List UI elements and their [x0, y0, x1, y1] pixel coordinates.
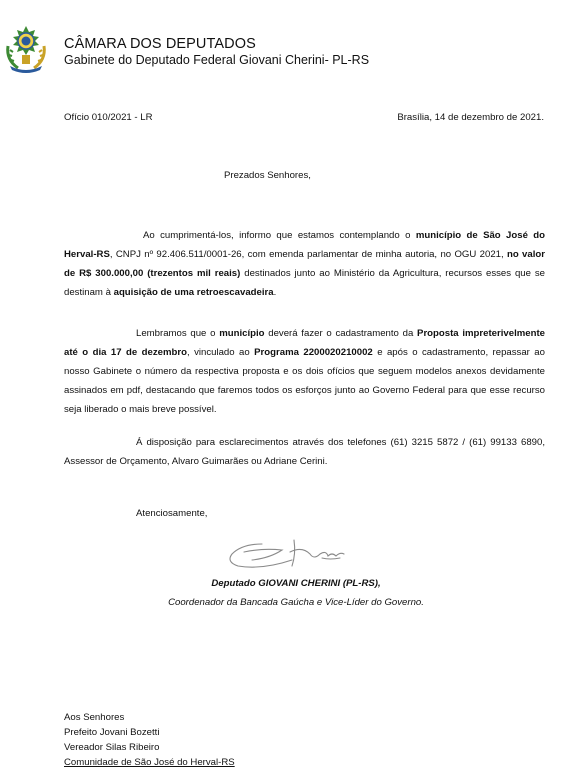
- greeting: Prezados Senhores,: [224, 170, 311, 181]
- signer-role: Coordenador da Bancada Gaúcha e Vice-Líder do Governo.: [168, 597, 424, 608]
- signer-name: Deputado GIOVANI CHERINI (PL-RS),: [211, 578, 381, 589]
- place-date: Brasília, 14 de dezembro de 2021.: [397, 112, 544, 123]
- paragraph-1: Ao cumprimentá-los, informo que estamos contemplando o município de São José do Herval-RS, CNPJ nº 92.406.511/0001-26, com emenda parlamentar de minha autoria, no OGU 2021, no valor de R$ 300.000,00 (trezentos mil reais) destinados junto ao Ministério da Agricultura, recursos esses que se destinam à aquisição de uma retroescavadeira.: [64, 230, 546, 298]
- office-subtitle: Gabinete do Deputado Federal Giovani Cherini- PL-RS: [64, 53, 370, 67]
- signer-block: [158, 574, 434, 612]
- handwritten-signature: [222, 530, 354, 580]
- paragraph-2: Lembramos que o município deverá fazer o cadastramento da Proposta impreterivelmente até o dia 17 de dezembro, vinculado ao Programa 2200020210002 e após o cadastramento, repassar ao nosso Gabinete o número da respectiva proposta e os dois ofícios que seguem modelos anexos devidamente assinados em pdf, destacando que faremos todos os esforços junto ao Governo Federal para que esse recurso seja liberado o mais breve possível.: [64, 328, 546, 415]
- coat-of-arms-emblem: [4, 24, 48, 74]
- recipients-line: Prefeito Jovani Bozetti: [64, 727, 160, 738]
- institution-title: CÂMARA DOS DEPUTADOS: [64, 36, 256, 52]
- paragraph-3: Á disposição para esclarecimentos através dos telefones (61) 3215 5872 / (61) 99133 6890, Assessor de Orçamento, Alvaro Guimarães ou Adriane Cerini.: [64, 437, 545, 467]
- recipients-line: Aos Senhores: [64, 712, 125, 723]
- letter-reference: Ofício 010/2021 - LR: [64, 112, 153, 123]
- closing-salutation: Atenciosamente,: [136, 508, 208, 519]
- recipients-line: Vereador Silas Ribeiro: [64, 742, 160, 753]
- recipients-block: [64, 710, 235, 770]
- recipients-line: Comunidade de São José do Herval-RS: [64, 757, 235, 768]
